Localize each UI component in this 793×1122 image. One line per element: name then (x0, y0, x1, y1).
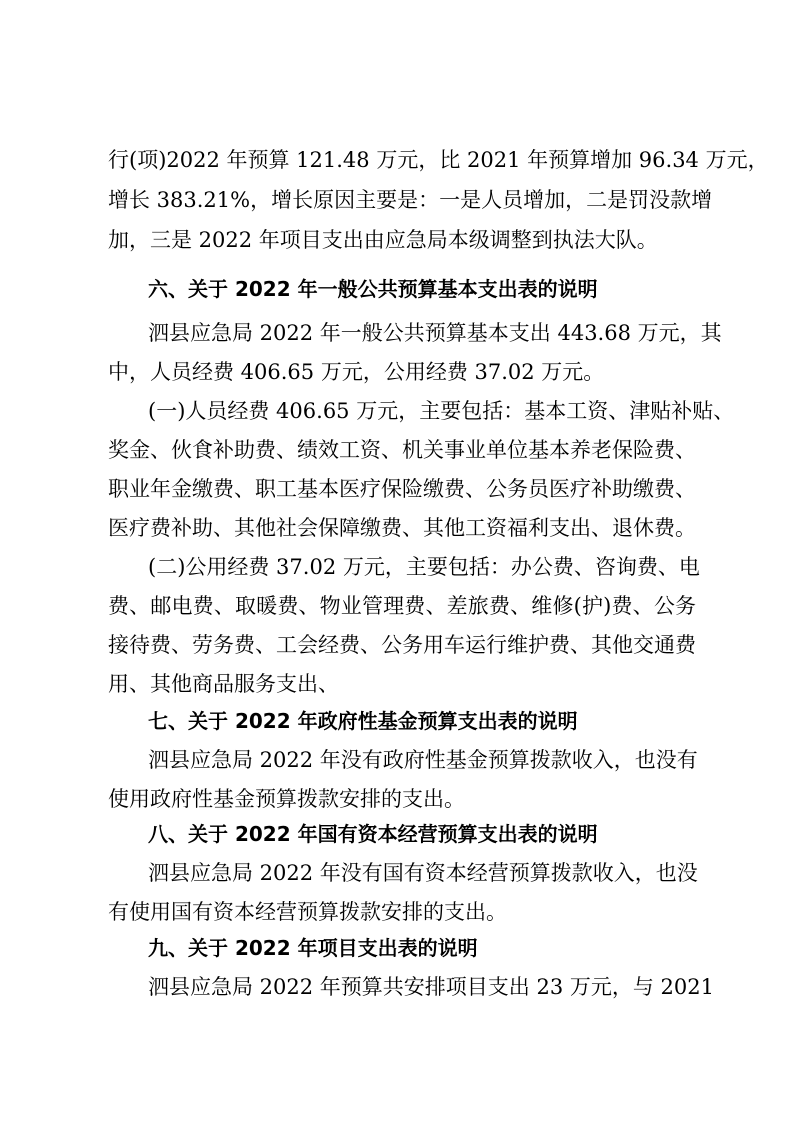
paragraph-line: 用、其他商品服务支出、 (108, 672, 339, 696)
paragraph-line: 泗县应急局 2022 年一般公共预算基本支出 443.68 万元，其 (148, 321, 722, 345)
paragraph-line: 使用政府性基金预算拨款安排的支出。 (108, 787, 465, 811)
paragraph-line: 接待费、劳务费、工会经费、公务用车运行维护费、其他交通费 (108, 633, 696, 657)
section-heading: 八、关于 2022 年国有资本经营预算支出表的说明 (148, 822, 598, 846)
paragraph-line: 加，三是 2022 年项目支出由应急局本级调整到执法大队。 (108, 228, 658, 252)
paragraph-line: (一)人员经费 406.65 万元，主要包括：基本工资、津贴补贴、 (148, 399, 735, 423)
paragraph-line: 泗县应急局 2022 年没有政府性基金预算拨款收入，也没有 (148, 748, 698, 772)
paragraph-line: 奖金、伙食补助费、绩效工资、机关事业单位基本养老保险费、 (108, 438, 696, 462)
paragraph-line: 医疗费补助、其他社会保障缴费、其他工资福利支出、退休费。 (108, 516, 696, 540)
paragraph-line: 费、邮电费、取暖费、物业管理费、差旅费、维修(护)费、公务 (108, 594, 696, 618)
paragraph-line: 有使用国有资本经营预算拨款安排的支出。 (108, 900, 507, 924)
section-heading: 九、关于 2022 年项目支出表的说明 (148, 936, 478, 960)
paragraph-line: (二)公用经费 37.02 万元，主要包括：办公费、咨询费、电 (148, 555, 700, 579)
section-heading: 六、关于 2022 年一般公共预算基本支出表的说明 (148, 277, 598, 301)
paragraph-line: 增长 383.21%，增长原因主要是：一是人员增加，二是罚没款增 (108, 188, 713, 212)
paragraph-line: 泗县应急局 2022 年没有国有资本经营预算拨款收入，也没 (148, 861, 698, 885)
paragraph-line: 泗县应急局 2022 年预算共安排项目支出 23 万元，与 2021 (148, 975, 714, 999)
paragraph-line: 职业年金缴费、职工基本医疗保险缴费、公务员医疗补助缴费、 (108, 477, 696, 501)
paragraph-line: 中，人员经费 406.65 万元，公用经费 37.02 万元。 (108, 360, 605, 384)
section-heading: 七、关于 2022 年政府性基金预算支出表的说明 (148, 709, 578, 733)
paragraph-line: 行(项)2022 年预算 121.48 万元，比 2021 年预算增加 96.34 万元， (108, 148, 769, 172)
